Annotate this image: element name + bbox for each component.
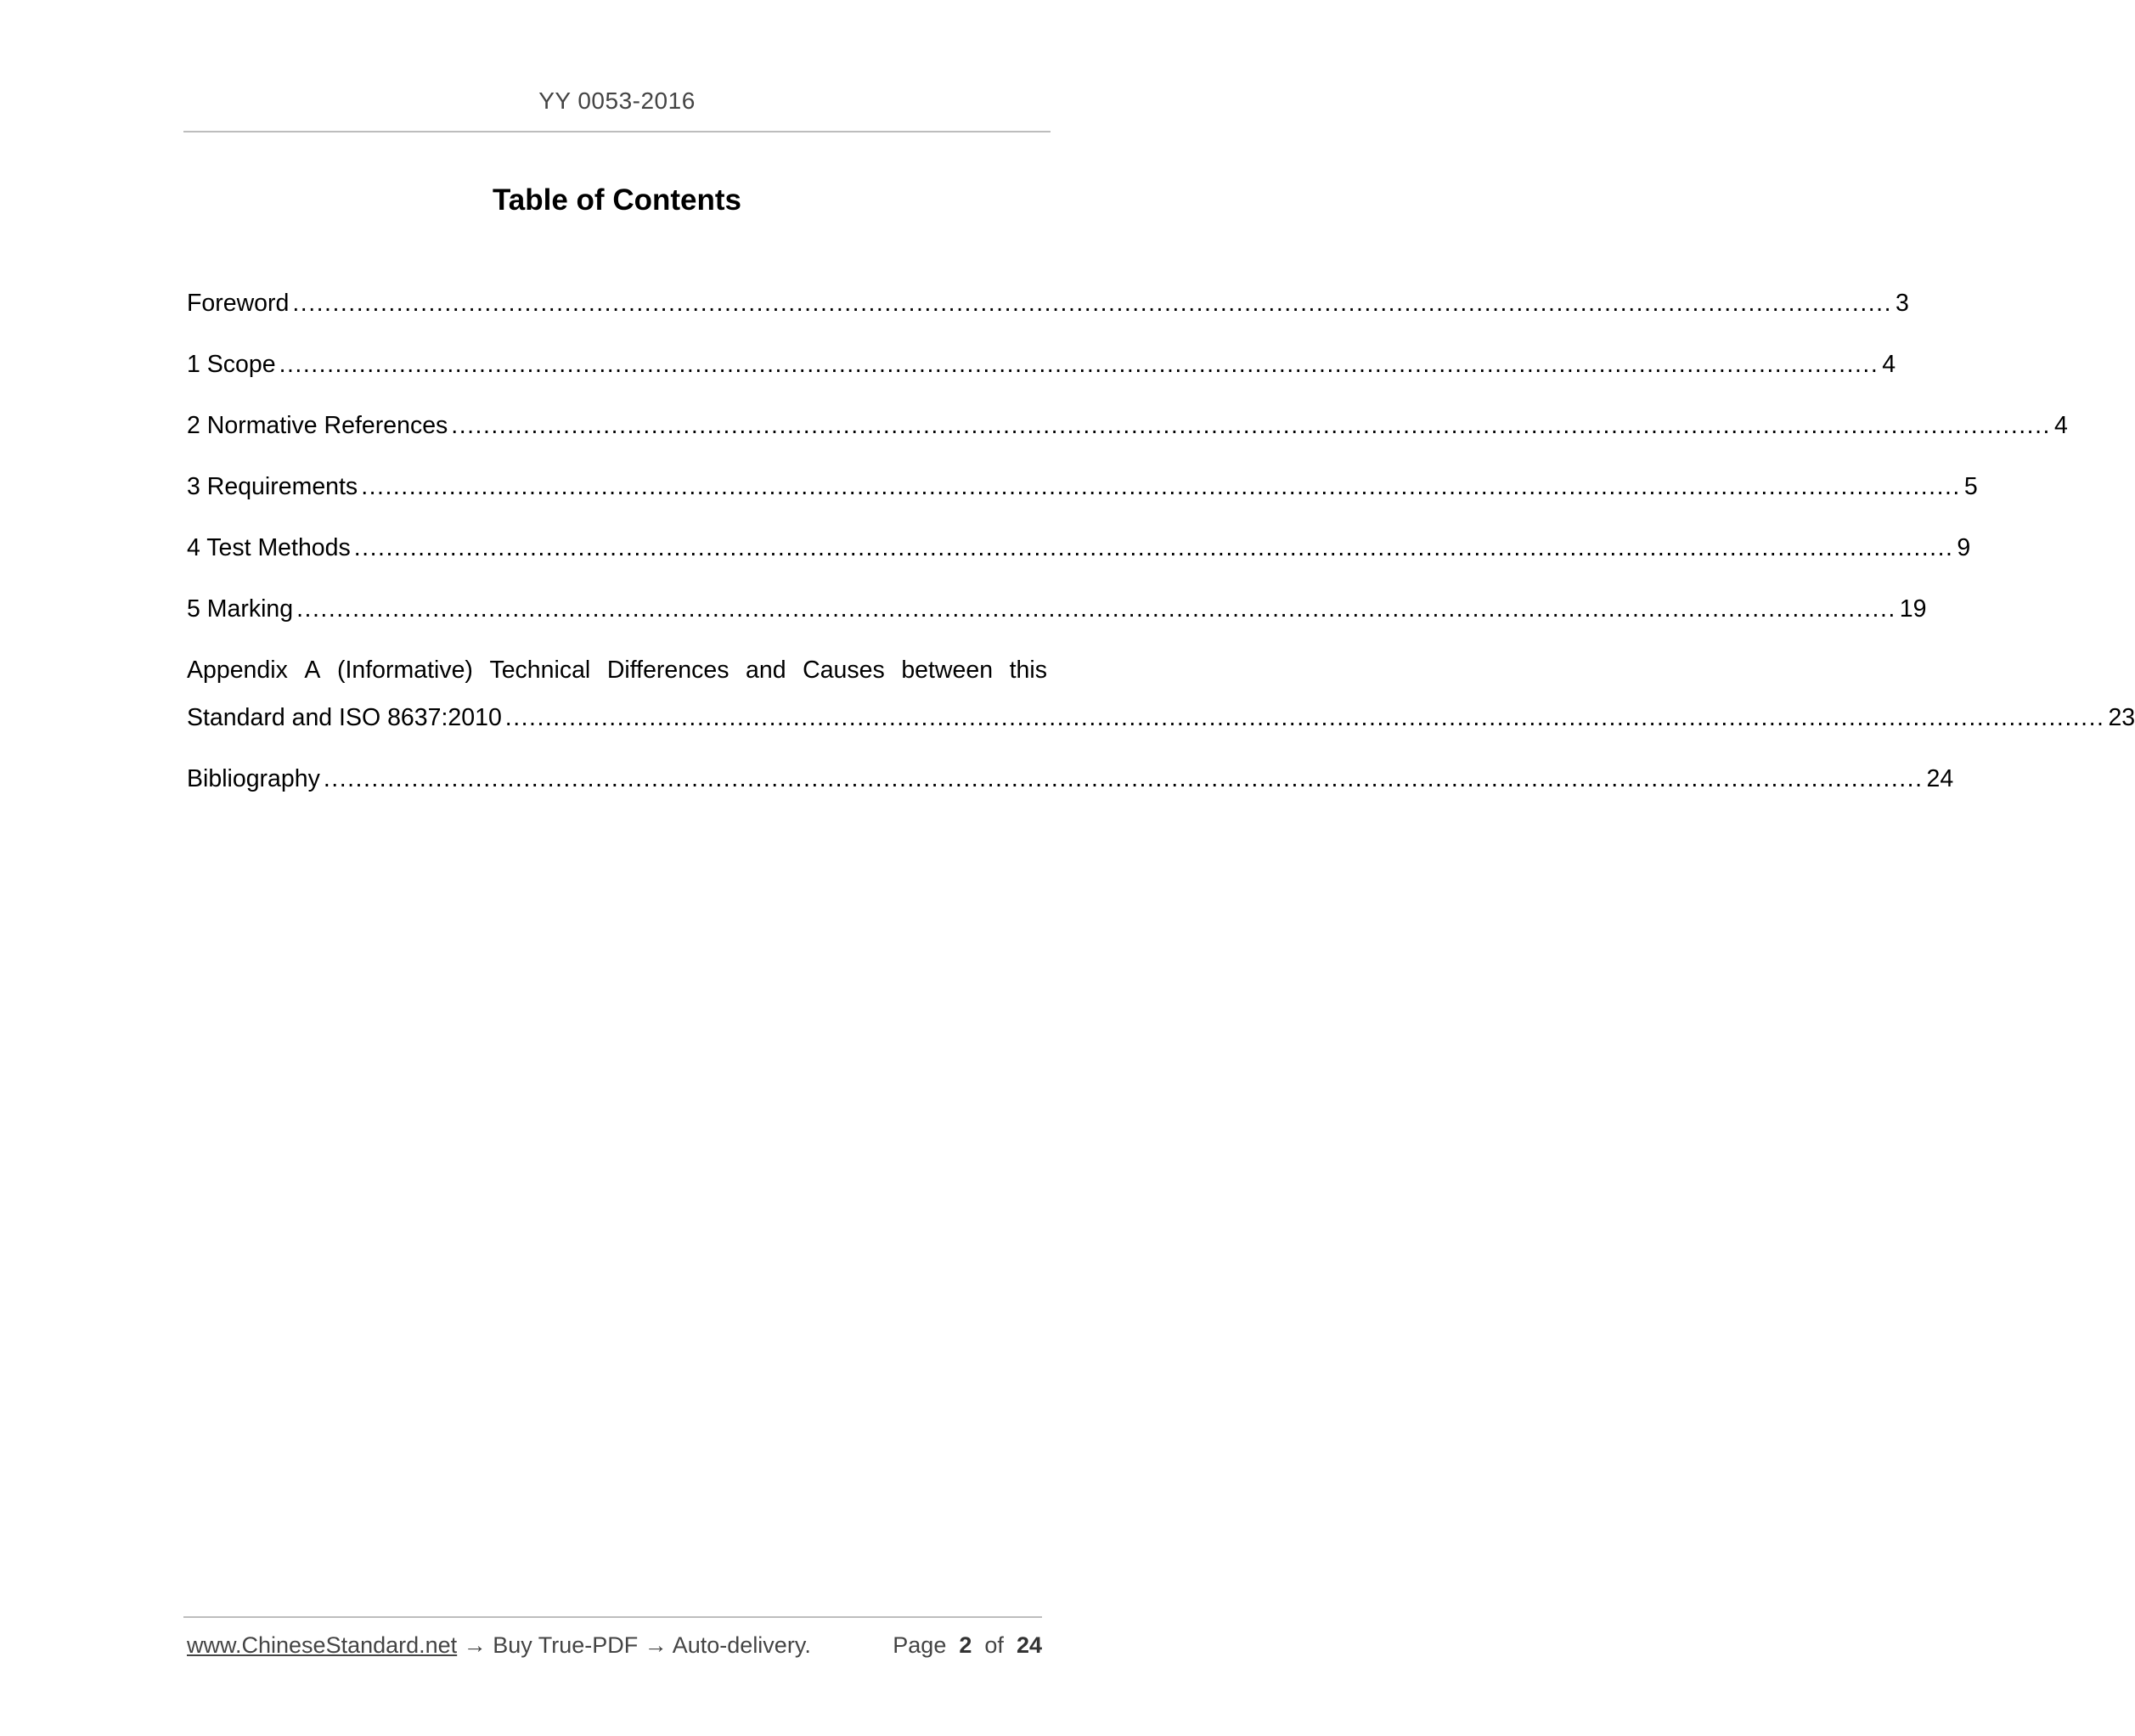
website-link[interactable]: www.ChineseStandard.net bbox=[187, 1632, 458, 1658]
toc-word: (Informative) bbox=[336, 657, 473, 684]
toc-entry-scope[interactable] bbox=[187, 346, 1896, 407]
toc-leader-dots: ........................................................................................................................................................................................................ bbox=[361, 473, 1961, 500]
toc-entry-requirements[interactable] bbox=[187, 468, 1978, 529]
toc-entry-label: Bibliography bbox=[187, 765, 320, 792]
toc-entry-label: 5 Marking bbox=[187, 595, 294, 623]
toc-entry-label-line1 bbox=[187, 651, 1047, 699]
page-prefix: Page bbox=[893, 1632, 947, 1658]
toc-entry-page: 4 bbox=[1882, 351, 1896, 378]
page-footer bbox=[187, 1632, 1042, 1659]
toc-entry-appendix-a[interactable] bbox=[187, 651, 2135, 760]
toc-entry-test-methods[interactable] bbox=[187, 529, 1971, 590]
toc-entry-label: 1 Scope bbox=[187, 351, 276, 378]
toc-entry-page: 24 bbox=[1926, 765, 1954, 792]
toc-leader-dots: ........................................................................................................................................................................................................ bbox=[504, 704, 2105, 731]
toc-leader-dots: ........................................................................................................................................................................................................ bbox=[292, 290, 1893, 317]
toc-word: Technical bbox=[489, 657, 591, 684]
toc-entry-bibliography[interactable] bbox=[187, 760, 1954, 821]
toc-leader-dots: ........................................................................................................................................................................................................ bbox=[279, 351, 1879, 378]
document-code-header: YY 0053-2016 bbox=[538, 87, 696, 114]
toc-entry-label: 3 Requirements bbox=[187, 473, 358, 500]
toc-entry-page: 23 bbox=[2108, 704, 2135, 731]
toc-leader-dots: ........................................................................................................................................................................................................ bbox=[323, 765, 1924, 792]
toc-entry-marking[interactable] bbox=[187, 590, 1927, 651]
footer-tagline: → Buy True-PDF → Auto-delivery. bbox=[457, 1632, 811, 1658]
toc-entry-label: Foreword bbox=[187, 290, 290, 317]
toc-word: Appendix bbox=[187, 657, 288, 684]
total-pages: 24 bbox=[1016, 1632, 1042, 1658]
toc-leader-dots: ........................................................................................................................................................................................................ bbox=[296, 595, 1896, 623]
toc-leader-dots: ........................................................................................................................................................................................................ bbox=[353, 534, 1954, 561]
footer-promo bbox=[187, 1632, 811, 1659]
current-page: 2 bbox=[959, 1632, 972, 1658]
toc-word: A bbox=[304, 657, 321, 684]
toc-word: between bbox=[901, 657, 994, 684]
toc-entry-label-line2: Standard and ISO 8637:2010 bbox=[187, 704, 502, 731]
toc-entry-page: 19 bbox=[1899, 595, 1927, 623]
page-number bbox=[893, 1632, 1042, 1659]
header-divider bbox=[183, 131, 1051, 132]
toc-entry-page: 5 bbox=[1963, 473, 1978, 500]
toc-entry-label: 4 Test Methods bbox=[187, 534, 351, 561]
toc-entry-page: 3 bbox=[1896, 290, 1909, 317]
toc-entry-normative-references[interactable] bbox=[187, 407, 2068, 468]
toc-title: Table of Contents bbox=[493, 183, 741, 217]
toc-entry-page: 4 bbox=[2053, 412, 2068, 439]
toc-word: and bbox=[746, 657, 786, 684]
page-of: of bbox=[984, 1632, 1004, 1658]
toc-entry-page: 9 bbox=[1957, 534, 1971, 561]
toc-entry-label: 2 Normative References bbox=[187, 412, 448, 439]
toc-entry-foreword[interactable] bbox=[187, 285, 1909, 346]
toc-word: Differences bbox=[606, 657, 730, 684]
footer-divider bbox=[183, 1616, 1042, 1618]
toc-word: this bbox=[1009, 657, 1047, 684]
toc-leader-dots: ........................................................................................................................................................................................................ bbox=[451, 412, 2051, 439]
toc-word: Causes bbox=[803, 657, 885, 684]
table-of-contents bbox=[187, 285, 2135, 821]
